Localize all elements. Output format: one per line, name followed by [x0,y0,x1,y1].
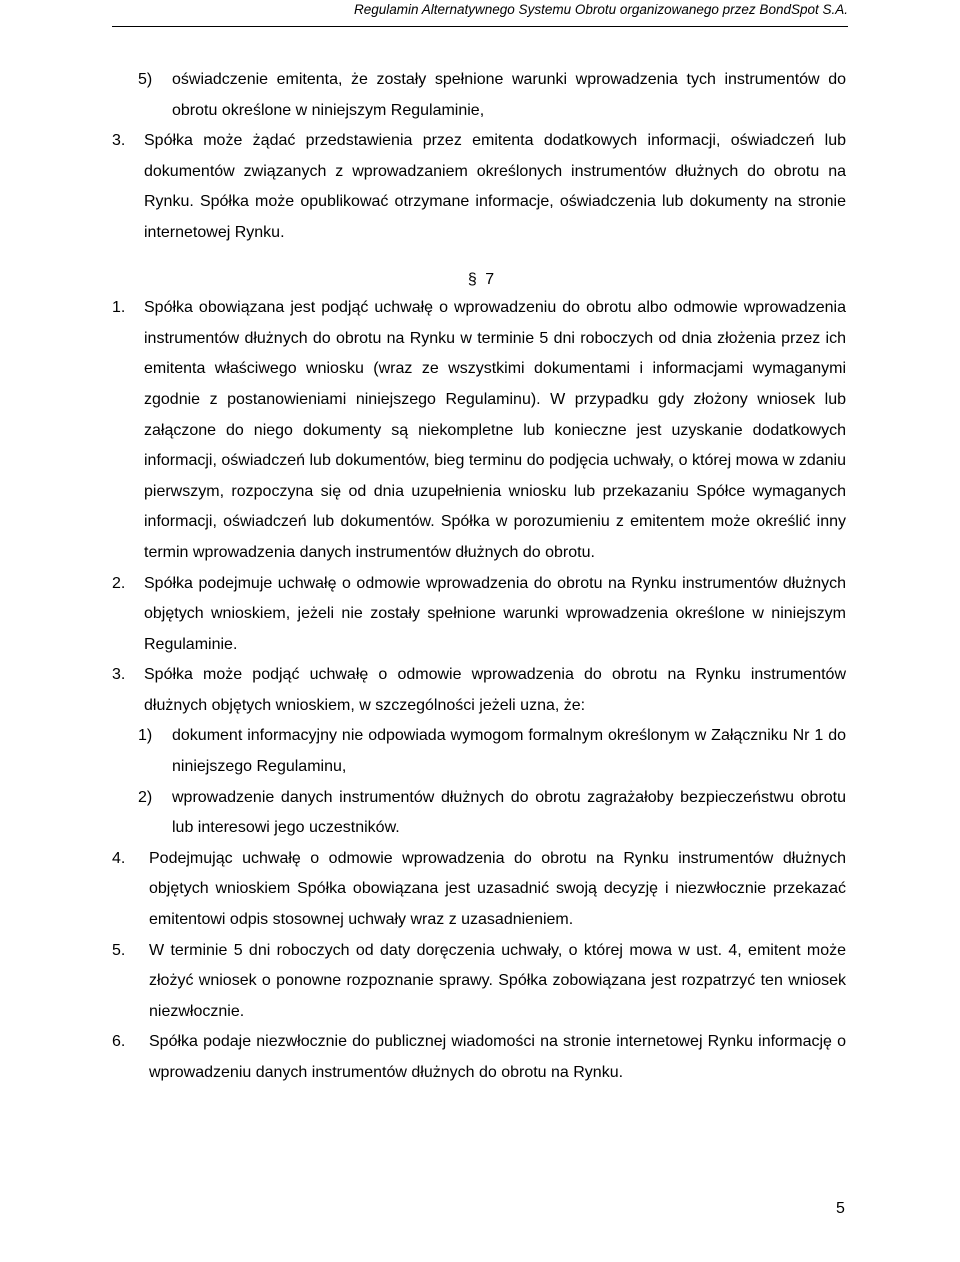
section-heading [112,265,846,296]
paragraph-number: 2. [112,574,126,592]
paragraph-text: Podejmując uchwałę o odmowie wprowadzenia do obrotu na Rynku instrumentów dłużnych objętych wnioskiem Spółka obowiązana jest uzasadnić swoją decyzję i niezwłocznie przekazać emitentowi odpis stosownej uchwały wraz z uzasadnieniem. [149,849,846,929]
paragraph-item [112,1027,846,1088]
sub-list-item [112,721,846,782]
paragraph-number: 3. [112,666,126,684]
paragraph-text: Spółka podaje niezwłocznie do publicznej wiadomości na stronie internetowej Rynku informację o wprowadzeniu danych instrumentów dłużnych do obrotu na Rynku. [149,1033,846,1081]
paragraph-text: Spółka podejmuje uchwałę o odmowie wprowadzenia do obrotu na Rynku instrumentów dłużnych objętych wnioskiem, jeżeli nie zostały spełnione warunki wprowadzenia określone w niniejszym Regulaminie. [144,574,846,653]
sub-list-item [112,783,846,844]
paragraph-text: Spółka może podjąć uchwałę o odmowie wprowadzenia do obrotu na Rynku instrumentów dłużnych objętych wnioskiem, w szczególności jeżeli uzna, że: [144,666,846,714]
paragraph-item [112,293,846,568]
paragraph-text: W terminie 5 dni roboczych od daty doręczenia uchwały, o której mowa w ust. 4, emitent może złożyć wniosek o ponowne rozpoznanie sprawy. Spółka zobowiązana jest rozpatrzyć ten wniosek niezwłocznie. [149,941,846,1020]
section-number: 7 [485,270,495,288]
paragraph-number: 6. [112,1033,126,1051]
item-number: 3. [112,132,126,150]
paragraph-item [112,936,846,1028]
paragraph-item [112,660,846,721]
paragraph-item [112,844,846,936]
document-body [112,65,846,1089]
page-number: 5 [836,1200,845,1217]
item-number: 5) [138,71,153,88]
list-item [112,65,846,126]
sub-item-number: 2) [138,788,153,806]
sub-item-text: wprowadzenie danych instrumentów dłużnych do obrotu zagrażałoby bezpieczeństwu obrotu lub interesowi jego uczestników. [172,788,846,837]
section-sign: § [467,270,477,288]
item-text: Spółka może żądać przedstawienia przez emitenta dodatkowych informacji, oświadczeń lub dokumentów związanych z wprowadzaniem określonych instrumentów dłużnych do obrotu na Rynku. Spółka może opublikować otrzymane informacje, oświadczenia lub dokumenty na stronie internetowej Rynku. [144,132,846,241]
page-header [112,0,848,27]
sub-item-text: dokument informacyjny nie odpowiada wymogom formalnym określonym w Załączniku Nr 1 do niniejszego Regulaminu, [172,727,846,776]
paragraph-number: 1. [112,299,126,317]
paragraph-item [112,569,846,661]
list-item [112,126,846,248]
item-text: oświadczenie emitenta, że zostały spełnione warunki wprowadzenia tych instrumentów do obrotu określone w niniejszym Regulaminie, [172,71,846,119]
header-title: Regulamin Alternatywnego Systemu Obrotu organizowanego przez BondSpot S.A. [353,2,848,17]
sub-item-number: 1) [138,727,153,745]
paragraph-number: 5. [112,941,126,959]
paragraph-number: 4. [112,849,126,867]
paragraph-text: Spółka obowiązana jest podjąć uchwałę o wprowadzeniu do obrotu albo odmowie wprowadzenia instrumentów dłużnych do obrotu na Rynku w terminie 5 dni roboczych od dnia złożenia przez ich emitenta właściwego wniosku (wraz ze wszystkimi dokumentami i informacjami wymaganymi zgodnie z postanowieniami niniejszego Regulaminu). W przypadku gdy złożony wniosek lub załączone do niego dokumenty są niekompletne lub konieczne jest uzyskanie dodatkowych informacji, oświadczeń lub dokumentów, bieg terminu do podjęcia uchwały, o której mowa w zdaniu pierwszym, rozpoczyna się od dnia uzupełnienia wniosku lub przekazaniu Spółce wymaganych informacji, oświadczeń lub dokumentów. Spółka w porozumieniu z emitentem może określić inny termin wprowadzenia danych instrumentów dłużnych do obrotu. [144,299,846,561]
